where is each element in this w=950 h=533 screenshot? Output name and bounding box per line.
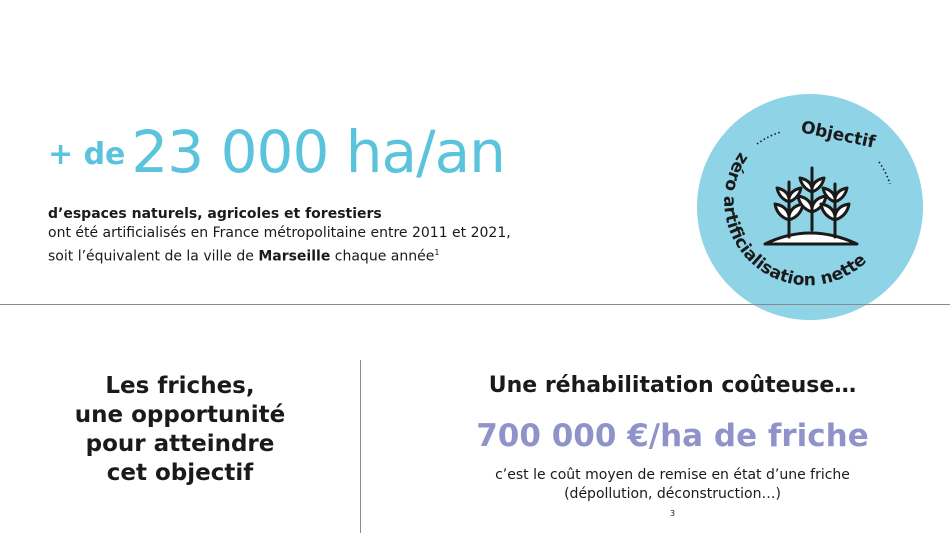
description-line-3	[48, 243, 648, 267]
horizontal-divider	[0, 304, 950, 305]
rehab-line-2-text: (dépollution, déconstruction…)	[564, 486, 781, 502]
headline-prefix: + de	[48, 137, 126, 172]
description-line-3-start: soit l’équivalent de la ville de	[48, 248, 259, 265]
footnote-ref: 3	[669, 509, 676, 518]
friches-line-4: cet objectif	[106, 460, 254, 486]
friches-line-3: pour atteindre	[85, 431, 275, 457]
rehab-title: Une réhabilitation coûteuse…	[488, 373, 857, 398]
rehab-line-2	[400, 485, 945, 528]
vertical-divider	[360, 360, 361, 533]
rehab-line-1: c’est le coût moyen de remise en état d’une friche	[495, 467, 850, 483]
badge-top-text: Objectif	[799, 117, 877, 153]
friches-statement	[20, 372, 340, 488]
description-line-1: d’espaces naturels, agricoles et forestiers	[48, 206, 382, 222]
description-line-2: ont été artificialisés en France métropolitaine entre 2011 et 2021,	[48, 225, 511, 241]
headline-description	[48, 205, 648, 267]
city-name: Marseille	[258, 248, 331, 265]
rehab-description	[400, 466, 945, 528]
headline-value: 23 000 ha/an	[131, 118, 505, 186]
badge-ring-text: zéro artificialisation nette	[719, 148, 871, 291]
rehab-price: 700 000 €/ha de friche	[476, 418, 869, 454]
footnote-ref: 1	[434, 248, 440, 257]
description-line-3-end: chaque année	[330, 248, 435, 265]
headline	[48, 118, 505, 186]
friches-line-1: Les friches,	[105, 373, 255, 399]
friches-line-2: une opportunité	[74, 402, 286, 428]
objectif-badge	[697, 94, 923, 320]
